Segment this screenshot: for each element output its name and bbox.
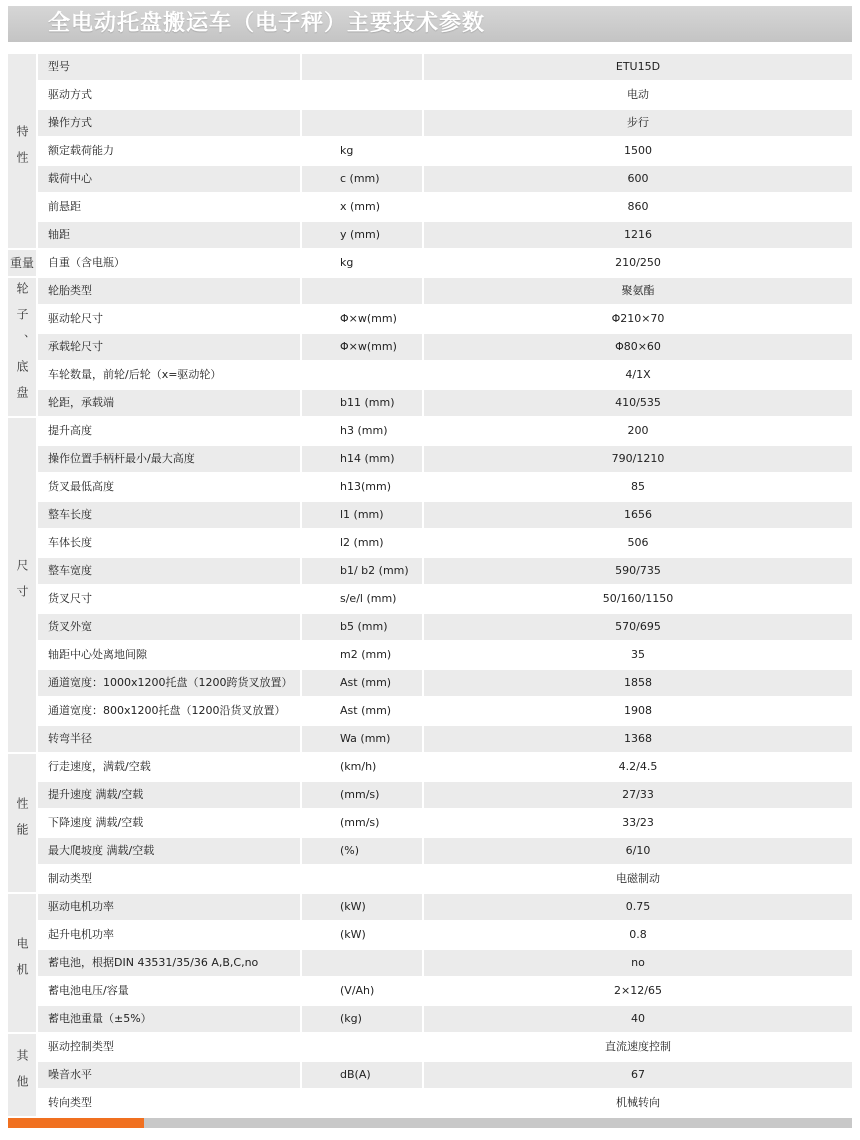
table-row bbox=[38, 166, 852, 192]
table-row bbox=[38, 978, 852, 1004]
param-name: 自重（含电瓶） bbox=[48, 256, 125, 269]
param-value: 步行 bbox=[424, 110, 852, 136]
param-value: 1368 bbox=[424, 726, 852, 752]
param-value: 1908 bbox=[624, 704, 652, 717]
param-unit bbox=[302, 82, 422, 108]
param-name: 通道宽度：1000x1200托盘（1200跨货叉放置） bbox=[38, 670, 300, 696]
table-row bbox=[38, 82, 852, 108]
table-row bbox=[38, 446, 852, 472]
table-row bbox=[38, 418, 852, 444]
param-value: 570/695 bbox=[424, 614, 852, 640]
group-rows bbox=[38, 894, 852, 1032]
param-value: 600 bbox=[424, 166, 852, 192]
param-value: 790/1210 bbox=[424, 446, 852, 472]
category-text: 性能 bbox=[15, 797, 29, 849]
param-value: 85 bbox=[631, 480, 645, 493]
table-row bbox=[38, 362, 852, 388]
category-label bbox=[8, 1034, 36, 1116]
param-name: 操作方式 bbox=[38, 110, 300, 136]
table-row bbox=[38, 754, 852, 780]
category-label bbox=[8, 754, 36, 892]
param-value: 860 bbox=[627, 200, 649, 213]
param-value: Φ80×60 bbox=[424, 334, 852, 360]
param-unit: (kg) bbox=[302, 1006, 422, 1032]
param-name: 货叉尺寸 bbox=[48, 592, 92, 605]
spec-group bbox=[8, 418, 852, 752]
table-row bbox=[38, 334, 852, 360]
param-name: 货叉最低高度 bbox=[48, 480, 114, 493]
param-unit: b1/ b2 (mm) bbox=[302, 558, 422, 584]
param-name: 蓄电池，根据DIN 43531/35/36 A,B,C,no bbox=[38, 950, 300, 976]
param-unit: s/e/l (mm) bbox=[340, 592, 397, 605]
param-name: 提升高度 bbox=[48, 424, 92, 437]
table-row bbox=[38, 894, 852, 920]
param-name: 车体长度 bbox=[48, 536, 92, 549]
param-name: 通道宽度：800x1200托盘（1200沿货叉放置） bbox=[48, 704, 286, 717]
param-value: no bbox=[424, 950, 852, 976]
param-name: 最大爬坡度 满载/空载 bbox=[38, 838, 300, 864]
param-value: 410/535 bbox=[424, 390, 852, 416]
param-unit bbox=[302, 1034, 422, 1060]
param-name: 整车宽度 bbox=[38, 558, 300, 584]
param-name: 操作位置手柄杆最小/最大高度 bbox=[38, 446, 300, 472]
param-name: 前悬距 bbox=[48, 200, 81, 213]
param-unit: (%) bbox=[302, 838, 422, 864]
group-rows bbox=[38, 418, 852, 752]
param-value: Φ210×70 bbox=[611, 312, 665, 325]
category-label bbox=[8, 54, 36, 248]
category-label bbox=[8, 894, 36, 1032]
category-label bbox=[8, 278, 36, 416]
table-row bbox=[38, 726, 852, 752]
table-row bbox=[38, 642, 852, 668]
table-row bbox=[38, 1062, 852, 1088]
table-row bbox=[38, 810, 852, 836]
table-row bbox=[38, 1090, 852, 1116]
category-text: 重量 bbox=[9, 256, 34, 270]
param-unit: h13(mm) bbox=[340, 480, 391, 493]
param-name: 载荷中心 bbox=[38, 166, 300, 192]
param-name: 轮胎类型 bbox=[38, 278, 300, 304]
table-row bbox=[38, 250, 852, 276]
param-name: 行走速度，满载/空载 bbox=[48, 760, 151, 773]
table-row bbox=[38, 614, 852, 640]
param-unit: Wa (mm) bbox=[302, 726, 422, 752]
group-rows bbox=[38, 54, 852, 248]
param-unit bbox=[302, 950, 422, 976]
table-row bbox=[38, 922, 852, 948]
param-unit: c (mm) bbox=[302, 166, 422, 192]
param-value: 33/23 bbox=[622, 816, 654, 829]
param-name: 制动类型 bbox=[48, 872, 92, 885]
param-name: 驱动电机功率 bbox=[38, 894, 300, 920]
spec-group bbox=[8, 1034, 852, 1116]
table-row bbox=[38, 670, 852, 696]
category-label bbox=[8, 250, 36, 276]
param-value: 1500 bbox=[624, 144, 652, 157]
param-unit bbox=[302, 278, 422, 304]
param-unit bbox=[302, 110, 422, 136]
param-value: 67 bbox=[424, 1062, 852, 1088]
param-value: 电动 bbox=[627, 88, 649, 101]
spec-group bbox=[8, 278, 852, 416]
spec-group bbox=[8, 250, 852, 276]
table-row bbox=[38, 222, 852, 248]
table-row bbox=[38, 698, 852, 724]
param-name: 下降速度 满载/空载 bbox=[48, 816, 144, 829]
param-unit: Φ×w(mm) bbox=[340, 312, 397, 325]
table-row bbox=[38, 110, 852, 136]
table-row bbox=[38, 390, 852, 416]
param-value: 机械转向 bbox=[616, 1096, 660, 1109]
param-value: 35 bbox=[631, 648, 645, 661]
param-value: 200 bbox=[627, 424, 649, 437]
param-value: 0.8 bbox=[629, 928, 647, 941]
param-value: 聚氨酯 bbox=[424, 278, 852, 304]
param-name: 轴距中心处离地间隙 bbox=[48, 648, 147, 661]
param-unit bbox=[302, 362, 422, 388]
param-name: 转弯半径 bbox=[38, 726, 300, 752]
category-text: 其他 bbox=[15, 1049, 29, 1101]
param-name: 承载轮尺寸 bbox=[38, 334, 300, 360]
param-name: 提升速度 满载/空载 bbox=[38, 782, 300, 808]
param-name: 驱动轮尺寸 bbox=[48, 312, 103, 325]
table-row bbox=[38, 54, 852, 80]
param-unit: (km/h) bbox=[340, 760, 377, 773]
param-unit: (kW) bbox=[340, 928, 366, 941]
param-unit: b11 (mm) bbox=[302, 390, 422, 416]
spec-group bbox=[8, 894, 852, 1032]
param-value: 电磁制动 bbox=[616, 872, 660, 885]
param-unit: (mm/s) bbox=[340, 816, 380, 829]
table-row bbox=[38, 558, 852, 584]
table-row bbox=[38, 474, 852, 500]
param-name: 驱动控制类型 bbox=[48, 1040, 114, 1053]
param-name: 起升电机功率 bbox=[48, 928, 114, 941]
param-unit bbox=[302, 1090, 422, 1116]
param-name: 蓄电池重量（±5%） bbox=[38, 1006, 300, 1032]
param-value: 1858 bbox=[424, 670, 852, 696]
group-rows bbox=[38, 250, 852, 276]
param-unit: (V/Ah) bbox=[340, 984, 375, 997]
param-value: 4/1X bbox=[625, 368, 651, 381]
category-text: 尺寸 bbox=[15, 559, 29, 611]
param-name: 货叉外宽 bbox=[38, 614, 300, 640]
param-name: 转向类型 bbox=[48, 1096, 92, 1109]
page-title: 全电动托盘搬运车（电子秤）主要技术参数 bbox=[48, 11, 486, 36]
param-unit: Ast (mm) bbox=[340, 704, 392, 717]
param-value: 1656 bbox=[424, 502, 852, 528]
table-row bbox=[38, 1006, 852, 1032]
param-unit: kg bbox=[340, 144, 354, 157]
param-value: 2×12/65 bbox=[614, 984, 662, 997]
param-value: ETU15D bbox=[424, 54, 852, 80]
spec-group bbox=[8, 754, 852, 892]
param-value: 50/160/1150 bbox=[602, 592, 674, 605]
group-rows bbox=[38, 1034, 852, 1116]
param-value: 506 bbox=[627, 536, 649, 549]
spec-table bbox=[8, 54, 852, 1118]
param-unit: y (mm) bbox=[302, 222, 422, 248]
table-row bbox=[38, 950, 852, 976]
table-row bbox=[38, 838, 852, 864]
param-value: 6/10 bbox=[424, 838, 852, 864]
category-text: 电机 bbox=[15, 937, 29, 989]
table-row bbox=[38, 530, 852, 556]
table-row bbox=[38, 502, 852, 528]
param-name: 型号 bbox=[38, 54, 300, 80]
param-name: 驱动方式 bbox=[48, 88, 92, 101]
footer-accent bbox=[8, 1118, 144, 1128]
group-rows bbox=[38, 754, 852, 892]
param-value: 590/735 bbox=[424, 558, 852, 584]
param-value: 1216 bbox=[424, 222, 852, 248]
param-unit: (kW) bbox=[302, 894, 422, 920]
footer-bar bbox=[8, 1118, 852, 1128]
param-value: 210/250 bbox=[615, 256, 661, 269]
title-bar bbox=[8, 6, 852, 42]
param-name: 轴距 bbox=[38, 222, 300, 248]
param-unit: h14 (mm) bbox=[302, 446, 422, 472]
category-text: 轮子、底盘 bbox=[15, 282, 29, 412]
param-unit: Ast (mm) bbox=[302, 670, 422, 696]
table-row bbox=[38, 194, 852, 220]
table-row bbox=[38, 782, 852, 808]
param-name: 车轮数量，前轮/后轮（x=驱动轮） bbox=[48, 368, 222, 381]
param-value: 27/33 bbox=[424, 782, 852, 808]
param-name: 蓄电池电压/容量 bbox=[48, 984, 129, 997]
param-unit: dB(A) bbox=[302, 1062, 422, 1088]
table-row bbox=[38, 278, 852, 304]
table-row bbox=[38, 306, 852, 332]
param-name: 轮距，承载端 bbox=[38, 390, 300, 416]
param-name: 整车长度 bbox=[38, 502, 300, 528]
param-name: 噪音水平 bbox=[38, 1062, 300, 1088]
spec-group bbox=[8, 54, 852, 248]
table-row bbox=[38, 1034, 852, 1060]
param-unit: b5 (mm) bbox=[302, 614, 422, 640]
param-name: 额定载荷能力 bbox=[48, 144, 114, 157]
param-value: 4.2/4.5 bbox=[618, 760, 658, 773]
table-row bbox=[38, 138, 852, 164]
param-unit bbox=[302, 866, 422, 892]
param-value: 直流速度控制 bbox=[605, 1040, 671, 1053]
category-text: 特性 bbox=[15, 125, 29, 177]
param-unit bbox=[302, 54, 422, 80]
param-value: 0.75 bbox=[424, 894, 852, 920]
param-unit: (mm/s) bbox=[302, 782, 422, 808]
param-unit: Φ×w(mm) bbox=[302, 334, 422, 360]
table-row bbox=[38, 586, 852, 612]
param-unit: l1 (mm) bbox=[302, 502, 422, 528]
group-rows bbox=[38, 278, 852, 416]
param-unit: x (mm) bbox=[340, 200, 381, 213]
table-row bbox=[38, 866, 852, 892]
category-label bbox=[8, 418, 36, 752]
param-unit: kg bbox=[340, 256, 354, 269]
param-unit: m2 (mm) bbox=[340, 648, 392, 661]
param-unit: l2 (mm) bbox=[340, 536, 384, 549]
param-unit: h3 (mm) bbox=[340, 424, 388, 437]
param-value: 40 bbox=[424, 1006, 852, 1032]
